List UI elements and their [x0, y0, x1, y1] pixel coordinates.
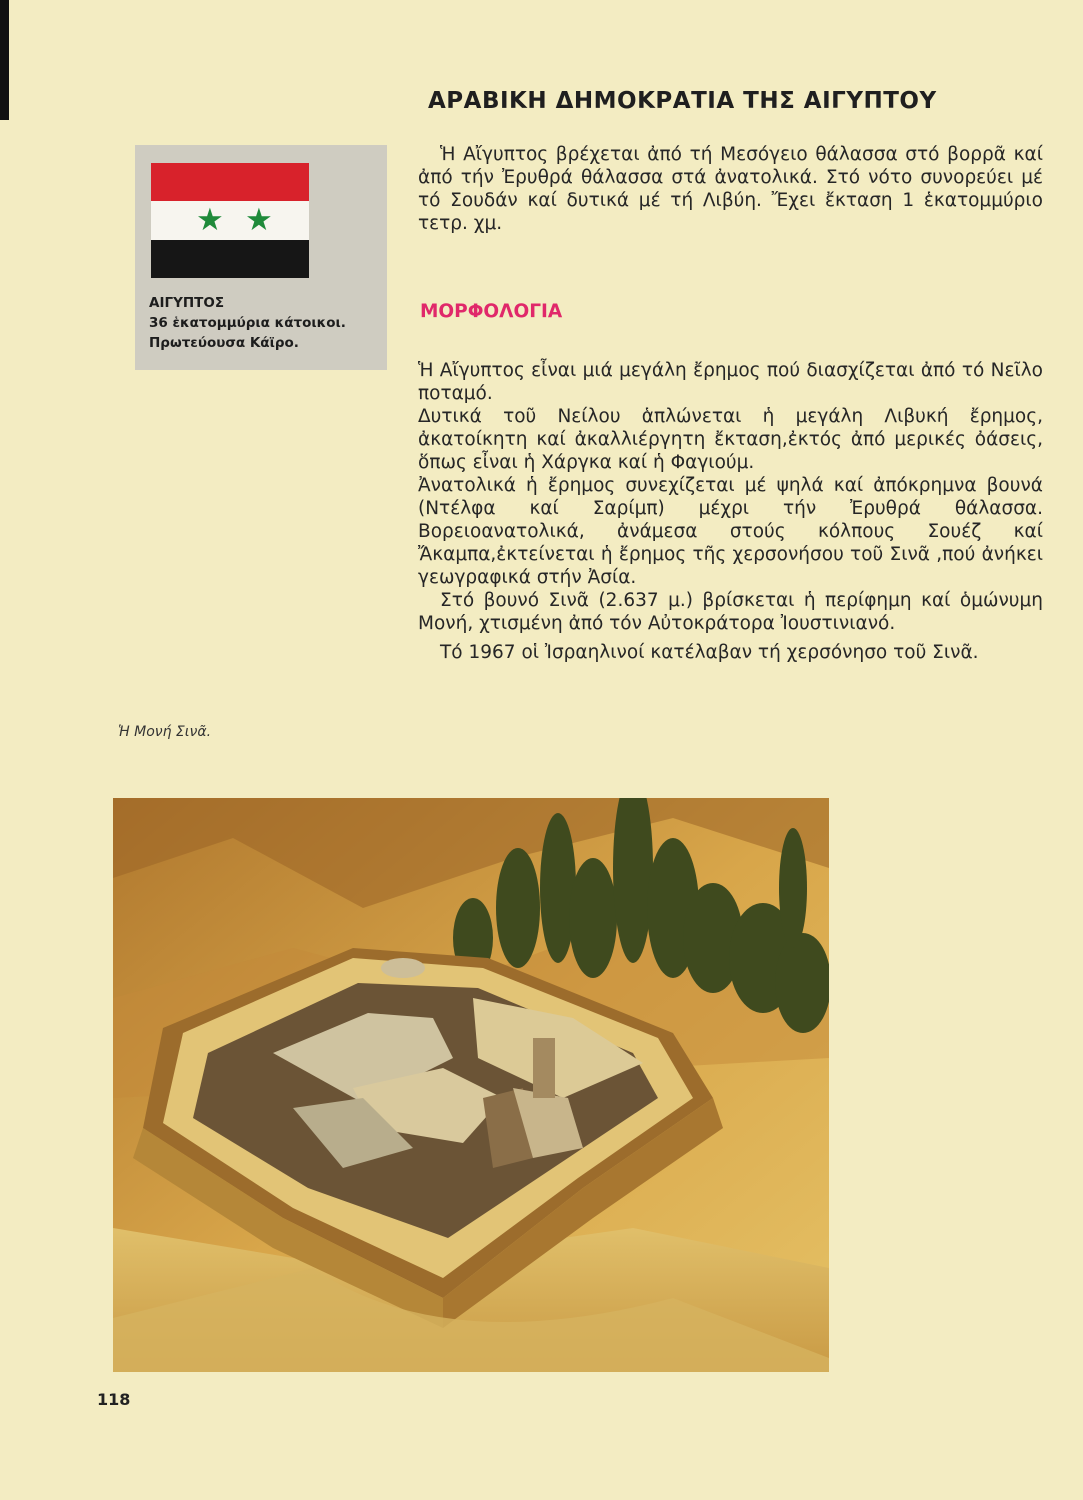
intro-text: [418, 143, 1043, 235]
page-title: ΑΡΑΒΙΚΗ ΔΗΜΟΚΡΑΤΙΑ ΤΗΣ ΑΙΓΥΠΤΟΥ: [428, 88, 937, 114]
morphology-paragraph: Τό 1967 οἱ Ἰσραηλινοί κατέλαβαν τή χερσόνησο τοῦ Σινᾶ.: [440, 642, 979, 663]
section-heading: ΜΟΡΦΟΛΟΓΙΑ: [420, 301, 563, 322]
flag-black-band: [151, 240, 309, 278]
country-facts: [149, 293, 346, 353]
intro-paragraph: Ἡ Αἴγυπτος βρέχεται ἀπό τή Μεσόγειο θάλασσα στό βορρᾶ καί ἀπό τήν Ἐρυθρά θάλασσα στά ἀνατολικά. Στό νότο συνορεύει μέ τό Σουδάν καί δυτικά μέ τή Λιβύη. Ἔχει ἔκταση 1 ἑκατομμύριο τετρ. χμ.: [418, 144, 1043, 234]
morphology-paragraph: Ἡ Αἴγυπτος εἶναι μιά μεγάλη ἔρημος πού διασχίζεται ἀπό τό Νεῖλο ποταμό.: [418, 360, 1043, 404]
photo-caption: Ἡ Μονή Σινᾶ.: [118, 724, 212, 740]
monastery-photo: [113, 798, 829, 1372]
morphology-paragraph: Ἀνατολικά ἡ ἔρημος συνεχίζεται μέ ψηλά καί ἀπόκρημνα βουνά (Ντέλφα καί Σαρίμπ) μέχρι τήν Ἐρυθρά θάλασσα. Βορειοανατολικά, ἀνάμεσα στούς κόλπους Σουέζ καί Ἄκαμπα,ἐκτείνεται ἡ ἔρημος τῆς χερσονήσου τοῦ Σινᾶ ,πού ἀνήκει γεωγραφικά στήν Ἀσία.: [418, 475, 1043, 588]
country-population: 36 ἑκατομμύρια κάτοικοι.: [149, 315, 346, 331]
morphology-text: [418, 359, 1043, 664]
page-number: 118: [97, 1390, 131, 1409]
morphology-paragraph: Δυτικά τοῦ Νείλου ἁπλώνεται ἡ μεγάλη Λιβυκή ἔρημος, ἀκατοίκητη καί ἀκαλλιέργητη ἔκταση,ἐκτός ἀπό μερικές ὀάσεις, ὅπως εἶναι ἡ Χάργκα καί ἡ Φαγιούμ.: [418, 406, 1043, 473]
flag-white-band: [151, 201, 309, 239]
page-edge: [0, 0, 9, 120]
star-icon: ★: [245, 202, 273, 239]
egypt-flag: [151, 163, 309, 278]
morphology-paragraph: Στό βουνό Σινᾶ (2.637 μ.) βρίσκεται ἡ περίφημη καί ὁμώνυμη Μονή, χτισμένη ἀπό τόν Αὐτοκράτορα Ἰουστινιανό.: [418, 590, 1043, 634]
star-icon: ★: [196, 202, 224, 239]
country-name: ΑΙΓΥΠΤΟΣ: [149, 295, 225, 311]
country-info-box: [135, 145, 387, 370]
flag-red-band: [151, 163, 309, 201]
country-capital: Πρωτεύουσα Κάϊρο.: [149, 335, 299, 351]
